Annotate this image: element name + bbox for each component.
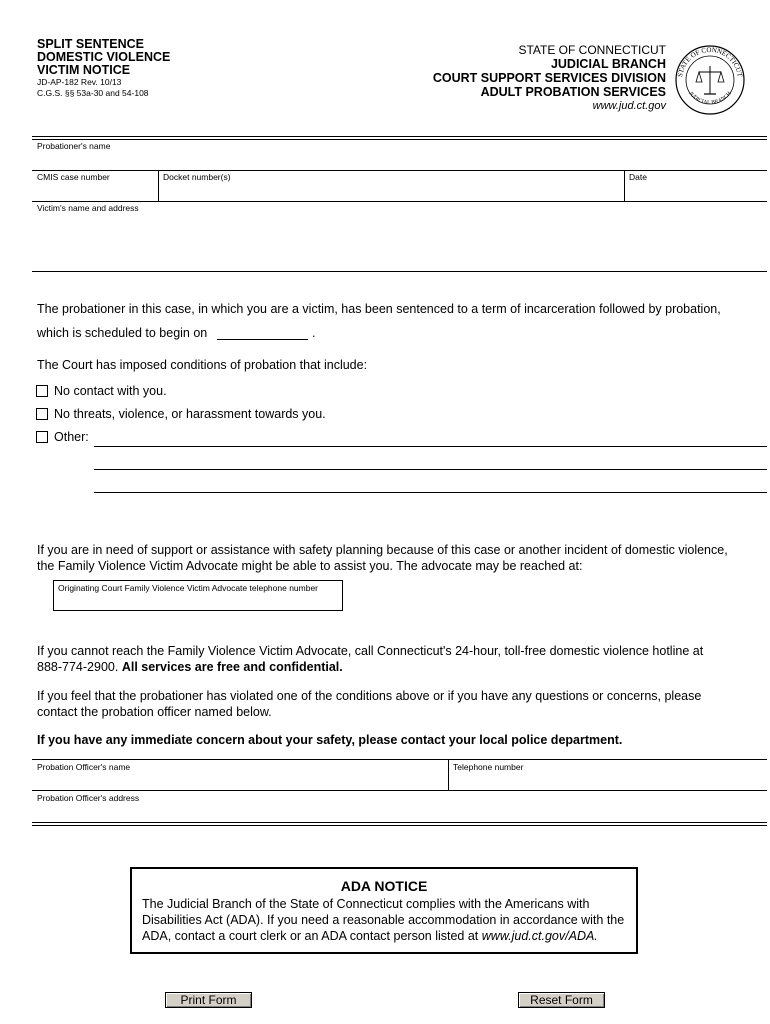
divider <box>32 822 767 823</box>
cmis-label: CMIS case number <box>37 172 110 182</box>
seal-text-bottom: JUDICIAL BRANCH <box>687 90 733 107</box>
other-checkbox[interactable] <box>36 431 48 443</box>
probationer-name-label: Probationer's name <box>37 141 111 151</box>
state-name: STATE OF CONNECTICUT <box>518 43 666 57</box>
probationer-name-field[interactable] <box>32 152 767 170</box>
judicial-seal-icon <box>674 44 746 116</box>
no-threats-label: No threats, violence, or harassment towards you. <box>54 407 326 421</box>
other-line-2[interactable] <box>94 469 767 470</box>
divider <box>158 170 159 201</box>
condition-no-threats <box>36 407 326 421</box>
victim-label: Victim's name and address <box>37 203 139 213</box>
start-date-field[interactable] <box>217 339 308 340</box>
ada-line-1: The Judicial Branch of the State of Connecticut complies with the Americans with <box>142 897 590 911</box>
divider <box>624 170 625 201</box>
divider <box>32 271 767 272</box>
no-threats-checkbox[interactable] <box>36 408 48 420</box>
service-name: ADULT PROBATION SERVICES <box>480 85 666 99</box>
ada-notice <box>130 867 638 954</box>
statutes: C.G.S. §§ 53a-30 and 54-108 <box>37 88 149 98</box>
officer-name-label: Probation Officer's name <box>37 762 131 772</box>
date-label: Date <box>629 172 647 182</box>
ada-line-2: Disabilities Act (ADA). If you need a reasonable accommodation in accordance with the <box>142 913 625 927</box>
free-services-note: All services are free and confidential. <box>121 660 343 674</box>
print-form-button[interactable]: Print Form <box>165 992 252 1008</box>
other-line-3[interactable] <box>94 492 767 493</box>
form-title-line-1: SPLIT SENTENCE <box>37 37 144 51</box>
divider <box>32 136 767 137</box>
ada-title: ADA NOTICE <box>340 878 428 894</box>
form-title-block <box>37 38 170 99</box>
divider <box>32 790 767 791</box>
support-line-1: If you are in need of support or assistance with safety planning because of this case or another incident of domestic violence, <box>37 543 728 557</box>
docket-label: Docket number(s) <box>163 172 231 182</box>
violated-line-2: contact the probation officer named below. <box>37 705 272 719</box>
condition-other <box>36 430 89 444</box>
violated-line-1: If you feel that the probationer has violated one of the conditions above or if you have any questions or concerns, please <box>37 689 702 703</box>
start-date-label: which is scheduled to begin on <box>37 326 208 340</box>
hotline-number: 888-774-2900. <box>37 660 119 674</box>
period: . <box>312 326 316 340</box>
ada-url: www.jud.ct.gov/ADA. <box>481 929 598 943</box>
reset-form-button[interactable]: Reset Form <box>518 992 605 1008</box>
form-title-line-3: VICTIM NOTICE <box>37 63 131 77</box>
other-label: Other: <box>54 430 89 444</box>
divider <box>448 759 449 790</box>
no-contact-checkbox[interactable] <box>36 385 48 397</box>
condition-no-contact <box>36 384 167 398</box>
division-name: COURT SUPPORT SERVICES DIVISION <box>432 71 666 85</box>
officer-name-field[interactable] <box>32 772 446 789</box>
support-line-2: the Family Violence Victim Advocate might be able to assist you. The advocate may be reached at: <box>37 559 583 573</box>
ada-line-3-text: ADA, contact a court clerk or an ADA contact person listed at <box>142 929 479 943</box>
no-contact-label: No contact with you. <box>54 384 167 398</box>
divider <box>32 139 767 140</box>
hotline-line-1: If you cannot reach the Family Violence Victim Advocate, call Connecticut's 24-hour, toll-free domestic violence hotline at <box>37 644 704 658</box>
sentence-paragraph: The probationer in this case, in which you are a victim, has been sentenced to a term of incarceration followed by probation, <box>37 302 721 316</box>
victim-field[interactable] <box>32 214 767 270</box>
immediate-concern: If you have any immediate concern about your safety, please contact your local police department. <box>37 733 623 747</box>
date-field[interactable] <box>626 182 766 200</box>
telephone-field[interactable] <box>450 772 766 789</box>
conditions-intro: The Court has imposed conditions of probation that include: <box>37 358 368 372</box>
telephone-label: Telephone number <box>453 762 524 772</box>
divider <box>32 170 767 171</box>
hotline-line-2 <box>37 659 343 675</box>
form-title-line-2: DOMESTIC VIOLENCE <box>37 50 171 64</box>
divider <box>32 759 767 760</box>
website: www.jud.ct.gov <box>592 100 666 112</box>
officer-address-field[interactable] <box>32 803 767 821</box>
advocate-phone-field[interactable] <box>53 580 343 611</box>
divider <box>32 825 767 826</box>
seal-text-top: STATE OF CONNECTICUT <box>676 45 744 78</box>
ada-line-3 <box>142 928 627 944</box>
advocate-phone-label: Originating Court Family Violence Victim Advocate telephone number <box>58 583 319 593</box>
divider <box>32 201 767 202</box>
form-number: JD-AP-182 Rev. 10/13 <box>37 77 122 87</box>
ada-text <box>142 896 627 944</box>
docket-field[interactable] <box>160 182 622 200</box>
agency-block <box>433 44 666 113</box>
officer-address-label: Probation Officer's address <box>37 793 140 803</box>
other-line-1[interactable] <box>94 446 767 447</box>
cmis-field[interactable] <box>32 182 157 200</box>
branch-name: JUDICIAL BRANCH <box>550 57 666 71</box>
